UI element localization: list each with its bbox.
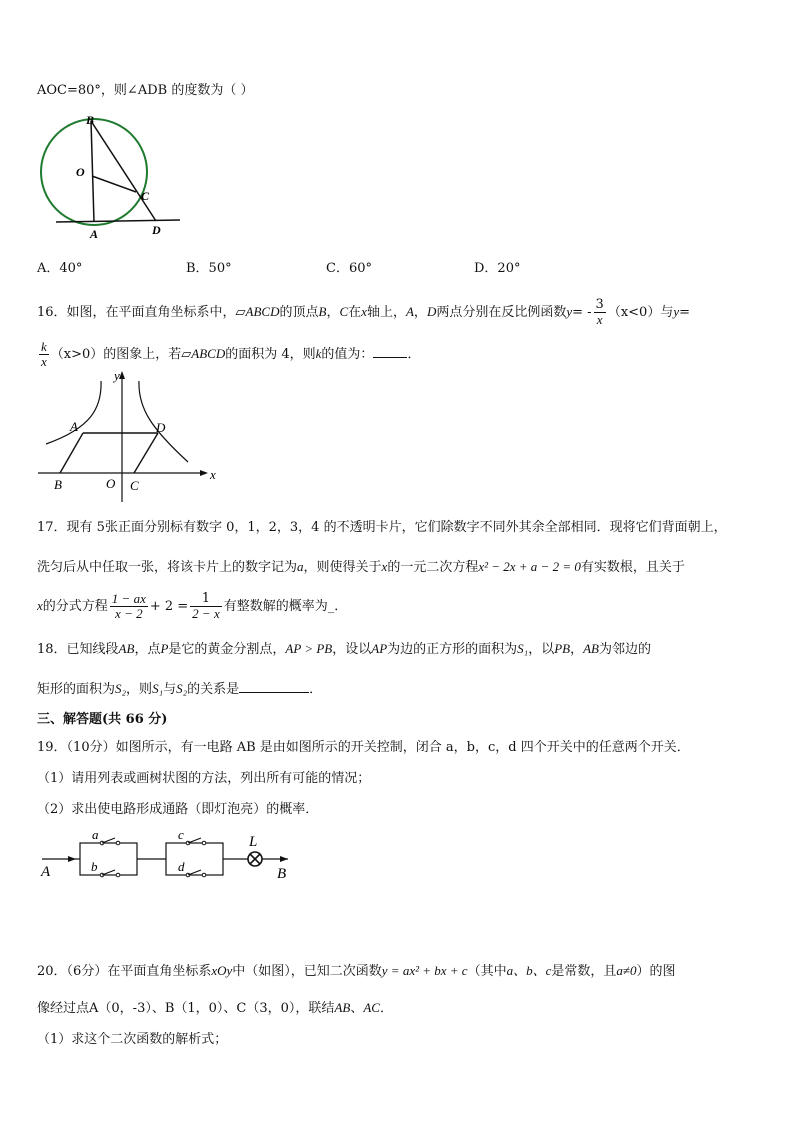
q18-line2: 矩形的面积为S₂，则S₁与S₂的关系是 ．	[37, 681, 323, 697]
q15-stem: AOC=80°，则∠ADB 的度数为（ ）	[37, 83, 254, 98]
q19-label-d: d	[178, 859, 185, 874]
q18-line1: 18．已知线段AB，点P是它的黄金分割点，AP > PB，设以AP为边的正方形的面积为S₁，以PB，AB为邻边的	[37, 641, 652, 657]
q19-label-c: c	[178, 827, 184, 842]
q16-answer-blank	[373, 357, 407, 358]
q15-option-b: B．50°	[186, 261, 232, 276]
q17-line3: x的分式方程 $\frac{1 - ax}{x - 2}$ + 2 = $\frac{1}{2 - x}$ 有整数解的概率为_．	[37, 591, 348, 621]
q17-fraction-right: $\frac{1}{2 - x}$	[192, 591, 220, 621]
q19-label-b: b	[91, 859, 98, 874]
q17-fraction-left: $\frac{1 - ax}{x - 2}$	[111, 591, 146, 621]
section-3-heading: 三、解答题(共 66 分)	[37, 712, 168, 727]
q16-label-y: y	[114, 368, 120, 383]
q19-label-A: A	[41, 864, 51, 880]
q19-label-a: a	[92, 827, 99, 842]
q20-line1: 20．（6分）在平面直角坐标系xOy中（如图），已知二次函数y = ax² + bx + c（其中a、b、c是常数，且a≠0）的图	[37, 963, 676, 979]
q16-label-O: O	[106, 476, 116, 491]
q19-label-L: L	[249, 834, 258, 850]
q17-line1: 17．现有 5张正面分别标有数字 0，1，2，3，4 的不透明卡片，它们除数字不同外其余全部相同．现将它们背面朝上，	[37, 520, 727, 535]
q16-label-A: A	[70, 419, 78, 434]
q16-coordinate-figure	[36, 366, 226, 504]
q19-circuit-figure	[36, 826, 298, 882]
q20-line3: （1）求这个二次函数的解析式；	[37, 1032, 228, 1047]
q16-label-C: C	[130, 478, 139, 493]
q15-label-C: C	[141, 189, 150, 203]
q15-option-d: D．20°	[474, 261, 521, 276]
q16-label-D: D	[156, 420, 166, 435]
q15-label-A: A	[90, 227, 99, 241]
q16-fraction-neg3-over-x: $\frac{3}{x}$	[595, 297, 604, 327]
q19-line2: （1）请用列表或画树状图的方法，列出所有可能的情况；	[37, 771, 371, 786]
q16-fraction-k-over-x: $\frac{k}{x}$	[41, 339, 47, 369]
q15-option-a: A．40°	[37, 261, 83, 276]
q20-line2: 像经过点A（0，-3）、B（1，0）、C（3，0），联结AB、AC．	[37, 1000, 393, 1016]
q16-line2: $\frac{k}{x}$ （x>0）的图象上，若▱ABCD的面积为 4，则k的值为： ．	[41, 339, 421, 369]
q15-label-D: D	[152, 223, 161, 237]
q19-label-B: B	[277, 866, 287, 882]
q16-line1: 16．如图，在平面直角坐标系中，▱ABCD的顶点B，C在x轴上，A，D两点分别在反比例函数y= - $\frac{3}{x}$ （x<0）与y=	[37, 297, 691, 327]
q19-line1: 19．（10分）如图所示，有一电路 AB 是由如图所示的开关控制，闭合 a，b，c，d 四个开关中的任意两个开关．	[37, 740, 690, 755]
q16-label-x: x	[210, 467, 216, 482]
q15-label-B: B	[86, 113, 95, 127]
q15-label-O: O	[76, 165, 85, 179]
q16-label-B: B	[54, 477, 62, 492]
q18-answer-blank	[239, 692, 309, 693]
q15-option-c: C．60°	[326, 261, 372, 276]
q19-line3: （2）求出使电路形成通路（即灯泡亮）的概率．	[37, 802, 319, 817]
q17-line2: 洗匀后从中任取一张，将该卡片上的数字记为a，则使得关于x的一元二次方程x² − 2x + a − 2 = 0有实数根，且关于	[37, 559, 685, 575]
q15-circle-figure	[38, 112, 188, 242]
